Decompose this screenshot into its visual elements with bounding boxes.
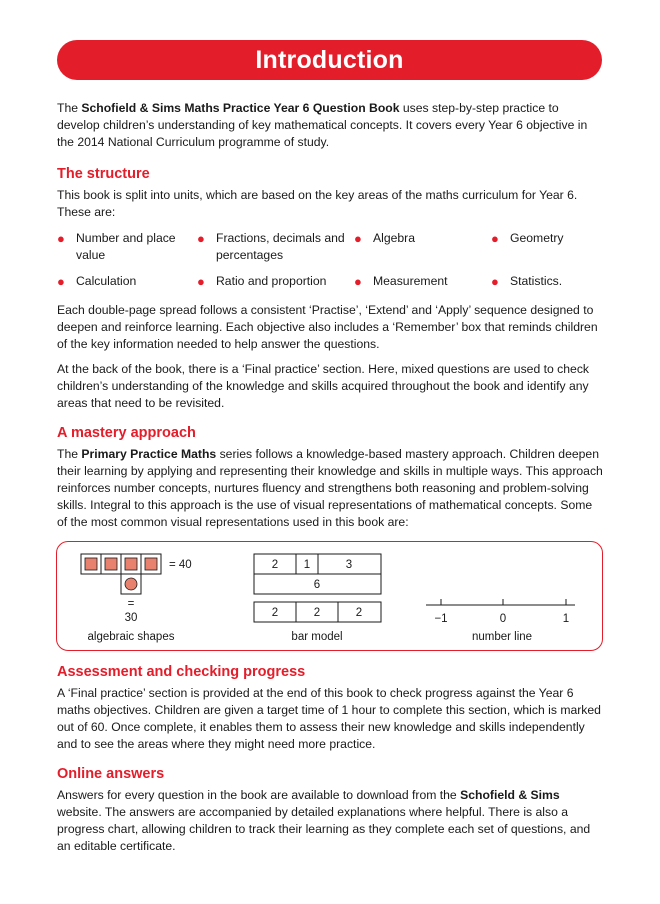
- number-line: [426, 599, 575, 625]
- bullet-icon: ●: [197, 274, 205, 289]
- mastery-paragraph: [57, 446, 604, 531]
- number-line-label-1: 0: [499, 613, 507, 625]
- square-shape-icon: [85, 558, 97, 570]
- representations-box: [56, 541, 603, 651]
- square-shape-icon: [105, 558, 117, 570]
- structure-heading: The structure: [57, 166, 150, 182]
- list-item: [57, 230, 197, 264]
- brand-name: Schofield & Sims: [460, 788, 560, 802]
- algebraic-equals-top: = 40: [169, 559, 192, 571]
- unit-label: Measurement: [373, 274, 448, 288]
- list-item: [197, 273, 354, 290]
- bullet-icon: ●: [354, 274, 362, 289]
- bullet-icon: ●: [57, 274, 65, 289]
- unit-label: Ratio and proportion: [216, 274, 327, 288]
- square-shape-icon: [145, 558, 157, 570]
- unit-label: Fractions, decimals and percentages: [216, 231, 345, 262]
- bar-middle: 6: [313, 579, 321, 591]
- page-title: Introduction: [255, 45, 404, 74]
- bar-model-label: bar model: [291, 631, 343, 643]
- unit-label: Statistics.: [510, 274, 563, 288]
- unit-label: Geometry: [510, 231, 564, 245]
- list-item: [491, 230, 604, 264]
- bar-bottom-0: 2: [271, 607, 279, 619]
- algebraic-result: 30: [124, 612, 138, 624]
- structure-lead: This book is split into units, which are based on the key areas of the maths curriculum for Year 6. These are:: [57, 188, 578, 219]
- circle-shape-icon: [125, 578, 137, 590]
- unit-label: Number and place value: [76, 231, 176, 262]
- bar-model: [254, 554, 381, 622]
- list-item: [354, 273, 491, 290]
- list-item: [197, 230, 354, 264]
- structure-paragraph-2: At the back of the book, there is a ‘Final practice’ section. Here, mixed questions are used to check children’s understanding of the knowledge and skills acquired throughout the book and identify any areas that need to be revisited.: [57, 362, 590, 410]
- intro-paragraph: [57, 100, 604, 151]
- assessment-paragraph: A ‘Final practice’ section is provided at the end of this book to check progress against the Year 6 maths objectives. Children are given a target time of 1 hour to complete this section, which is marked out of 60. Once complete, it enables them to assess their new knowledge and skills independently and to see the areas where they might need more practice.: [57, 686, 601, 751]
- bullet-icon: ●: [354, 231, 362, 246]
- mastery-heading: A mastery approach: [57, 425, 196, 441]
- number-line-label-2: 1: [562, 613, 570, 625]
- unit-label: Algebra: [373, 231, 416, 245]
- online-pre: Answers for every question in the book are available to download from the: [57, 788, 461, 802]
- list-item: [491, 273, 604, 290]
- bullet-icon: ●: [197, 231, 205, 246]
- list-item: [354, 230, 491, 264]
- mastery-pre: The: [57, 447, 82, 461]
- bullet-icon: ●: [491, 274, 499, 289]
- mastery-post: series follows a knowledge-based mastery approach. Children deepen their learning by applying and representing their knowledge and skills in multiple ways. This approach reinforces number concepts, nurtures fluency and strengthens both reasoning and problem-solving skills. Integral to this approach is the use of visual representations of mathematical concepts. Some of the most common visual representations used in this book are:: [57, 447, 603, 529]
- algebraic-shapes: [81, 554, 192, 624]
- bar-top-2: 3: [345, 559, 353, 571]
- units-list: [57, 230, 604, 290]
- bar-bottom-2: 2: [355, 607, 363, 619]
- number-line-label-0: −1: [434, 613, 448, 625]
- page-content: [57, 100, 604, 863]
- intro-pre: The: [57, 101, 82, 115]
- series-name: Primary Practice Maths: [81, 447, 217, 461]
- assessment-heading: Assessment and checking progress: [57, 664, 306, 680]
- online-paragraph: [57, 787, 604, 855]
- bar-bottom-1: 2: [313, 607, 321, 619]
- bar-top-0: 2: [271, 559, 279, 571]
- bar-top-1: 1: [303, 559, 311, 571]
- title-banner: [57, 40, 602, 80]
- bullet-icon: ●: [491, 231, 499, 246]
- structure-paragraph-1: Each double-page spread follows a consistent ‘Practise’, ‘Extend’ and ‘Apply’ sequence designed to deepen and reinforce learning. Each objective also includes a ‘Remember’ box that reminds children of the key information needed to help answer the questions.: [57, 303, 598, 351]
- algebraic-shapes-label: algebraic shapes: [87, 631, 175, 643]
- bullet-icon: ●: [57, 231, 65, 246]
- unit-label: Calculation: [76, 274, 137, 288]
- number-line-label: number line: [471, 631, 533, 643]
- list-item: [57, 273, 197, 290]
- intro-post: uses step-by-step practice to develop children’s understanding of key mathematical concepts. It covers every Year 6 objective in the 2014 National Curriculum programme of study.: [57, 101, 588, 149]
- book-name: Schofield & Sims Maths Practice Year 6 Question Book: [81, 101, 400, 115]
- online-heading: Online answers: [57, 766, 165, 782]
- square-shape-icon: [125, 558, 137, 570]
- online-post: website. The answers are accompanied by detailed explanations where helpful. There is also a progress chart, allowing children to track their learning as they complete each set of questions, and an editable certificate.: [57, 805, 591, 853]
- algebraic-equals-mid: =: [127, 598, 135, 610]
